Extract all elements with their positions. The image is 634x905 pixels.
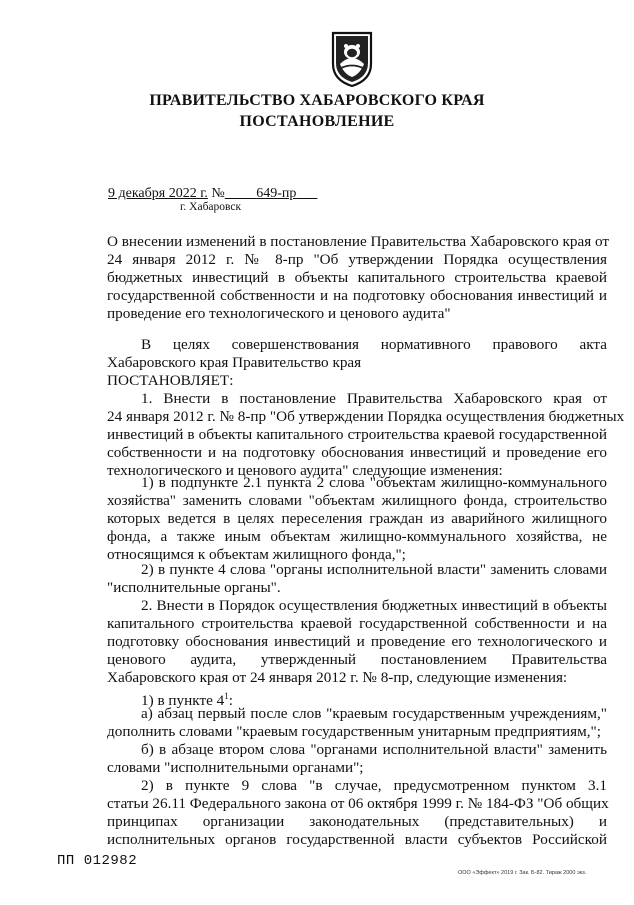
body-line: 2) в пункте 4 слова "органы исполнительной власти" заменить словами	[141, 561, 607, 578]
body-line: ценового аудита, утвержденный постановлением Правительства	[107, 651, 607, 668]
body-line: принципах организации законодательных (представительных) и	[107, 813, 607, 830]
title-line: 24 января 2012 г. № 8-пр "Об утверждении Порядка осуществления	[107, 251, 607, 268]
body-line: 2) в пункте 9 слова "в случае, предусмотренном пунктом 3.1	[141, 777, 607, 794]
body-line: относящимся к объектам жилищного фонда,";	[107, 546, 406, 563]
document-date: 9 декабря 2022 г.	[108, 186, 208, 201]
body-line: технологического и ценового аудита" следующие изменения:	[107, 462, 503, 479]
title-line: бюджетных инвестиций в объекты капитального строительства краевой	[107, 269, 607, 286]
body-line: фонда, а также иным объектам жилищно-коммунального хозяйства, не	[107, 528, 607, 545]
number-sign: №	[211, 186, 225, 201]
coat-of-arms-icon	[330, 30, 374, 88]
serial-number: ПП 012982	[57, 853, 138, 869]
body-line: собственности и на подготовку обоснования инвестиций и проведение его	[107, 444, 607, 461]
document-type-heading: ПОСТАНОВЛЕНИЕ	[239, 113, 395, 130]
body-line: а) абзац первый после слов "краевым государственным учреждениям,"	[141, 705, 607, 722]
body-line: инвестиций в объекты капитального строительства краевой государственной	[107, 426, 607, 443]
title-line: проведение его технологического и ценового аудита"	[107, 305, 451, 322]
body-line: б) в абзаце втором слова "органами исполнительной власти" заменить	[141, 741, 607, 758]
intro-line: Хабаровского края Правительство края	[107, 354, 362, 371]
body-line: 1. Внести в постановление Правительства Хабаровского края от	[141, 390, 607, 407]
body-line: капитального строительства краевой государственной собственности и на	[107, 615, 607, 632]
document-number: 649-пр	[256, 186, 297, 201]
body-line: исполнительных органов государственной власти субъектов Российской	[107, 831, 607, 848]
body-line: которых ведется в целях переселения граждан из аварийного жилищного	[107, 510, 607, 527]
body-line: словами "исполнительными органами";	[107, 759, 364, 776]
resolves-heading: ПОСТАНОВЛЯЕТ:	[107, 372, 234, 389]
printer-imprint: ООО «Эффект» 2019 г. Зак. Б-82. Тираж 2000 экз.	[458, 870, 587, 876]
title-line: О внесении изменений в постановление Правительства Хабаровского края от	[107, 233, 610, 250]
body-line: 1) в пункте $4^1$:	[141, 691, 233, 710]
city-label: г. Хабаровск	[180, 201, 242, 213]
body-line: 1) в подпункте 2.1 пункта 2 слова "объектам жилищно-коммунального	[141, 474, 607, 491]
date-number-line	[108, 186, 317, 202]
intro-line: В целях совершенствования нормативного правового акта	[141, 336, 607, 353]
body-line: статьи 26.11 Федерального закона от 06 октября 1999 г. № 184-ФЗ "Об общих	[107, 795, 609, 812]
body-line: хозяйства" заменить словами "объектам жилищного фонда, строительство	[107, 492, 607, 509]
body-line: Хабаровского края от 24 января 2012 г. № 8-пр, следующие изменения:	[107, 669, 568, 686]
body-line: дополнить словами "краевым государственным унитарным предприятиям,";	[107, 723, 601, 740]
body-line: 24 января 2012 г. № 8-пр "Об утверждении Порядка осуществления бюджетных	[107, 408, 625, 425]
body-line: 2. Внести в Порядок осуществления бюджетных инвестиций в объекты	[141, 597, 607, 614]
title-line: государственной собственности и на подготовку обоснования инвестиций и	[107, 287, 607, 304]
body-line: "исполнительные органы".	[107, 579, 281, 596]
government-heading: ПРАВИТЕЛЬСТВО ХАБАРОВСКОГО КРАЯ	[149, 92, 485, 109]
superscript: 1	[224, 691, 229, 701]
body-line: подготовку обоснования инвестиций и проведение его технологического и	[107, 633, 607, 650]
